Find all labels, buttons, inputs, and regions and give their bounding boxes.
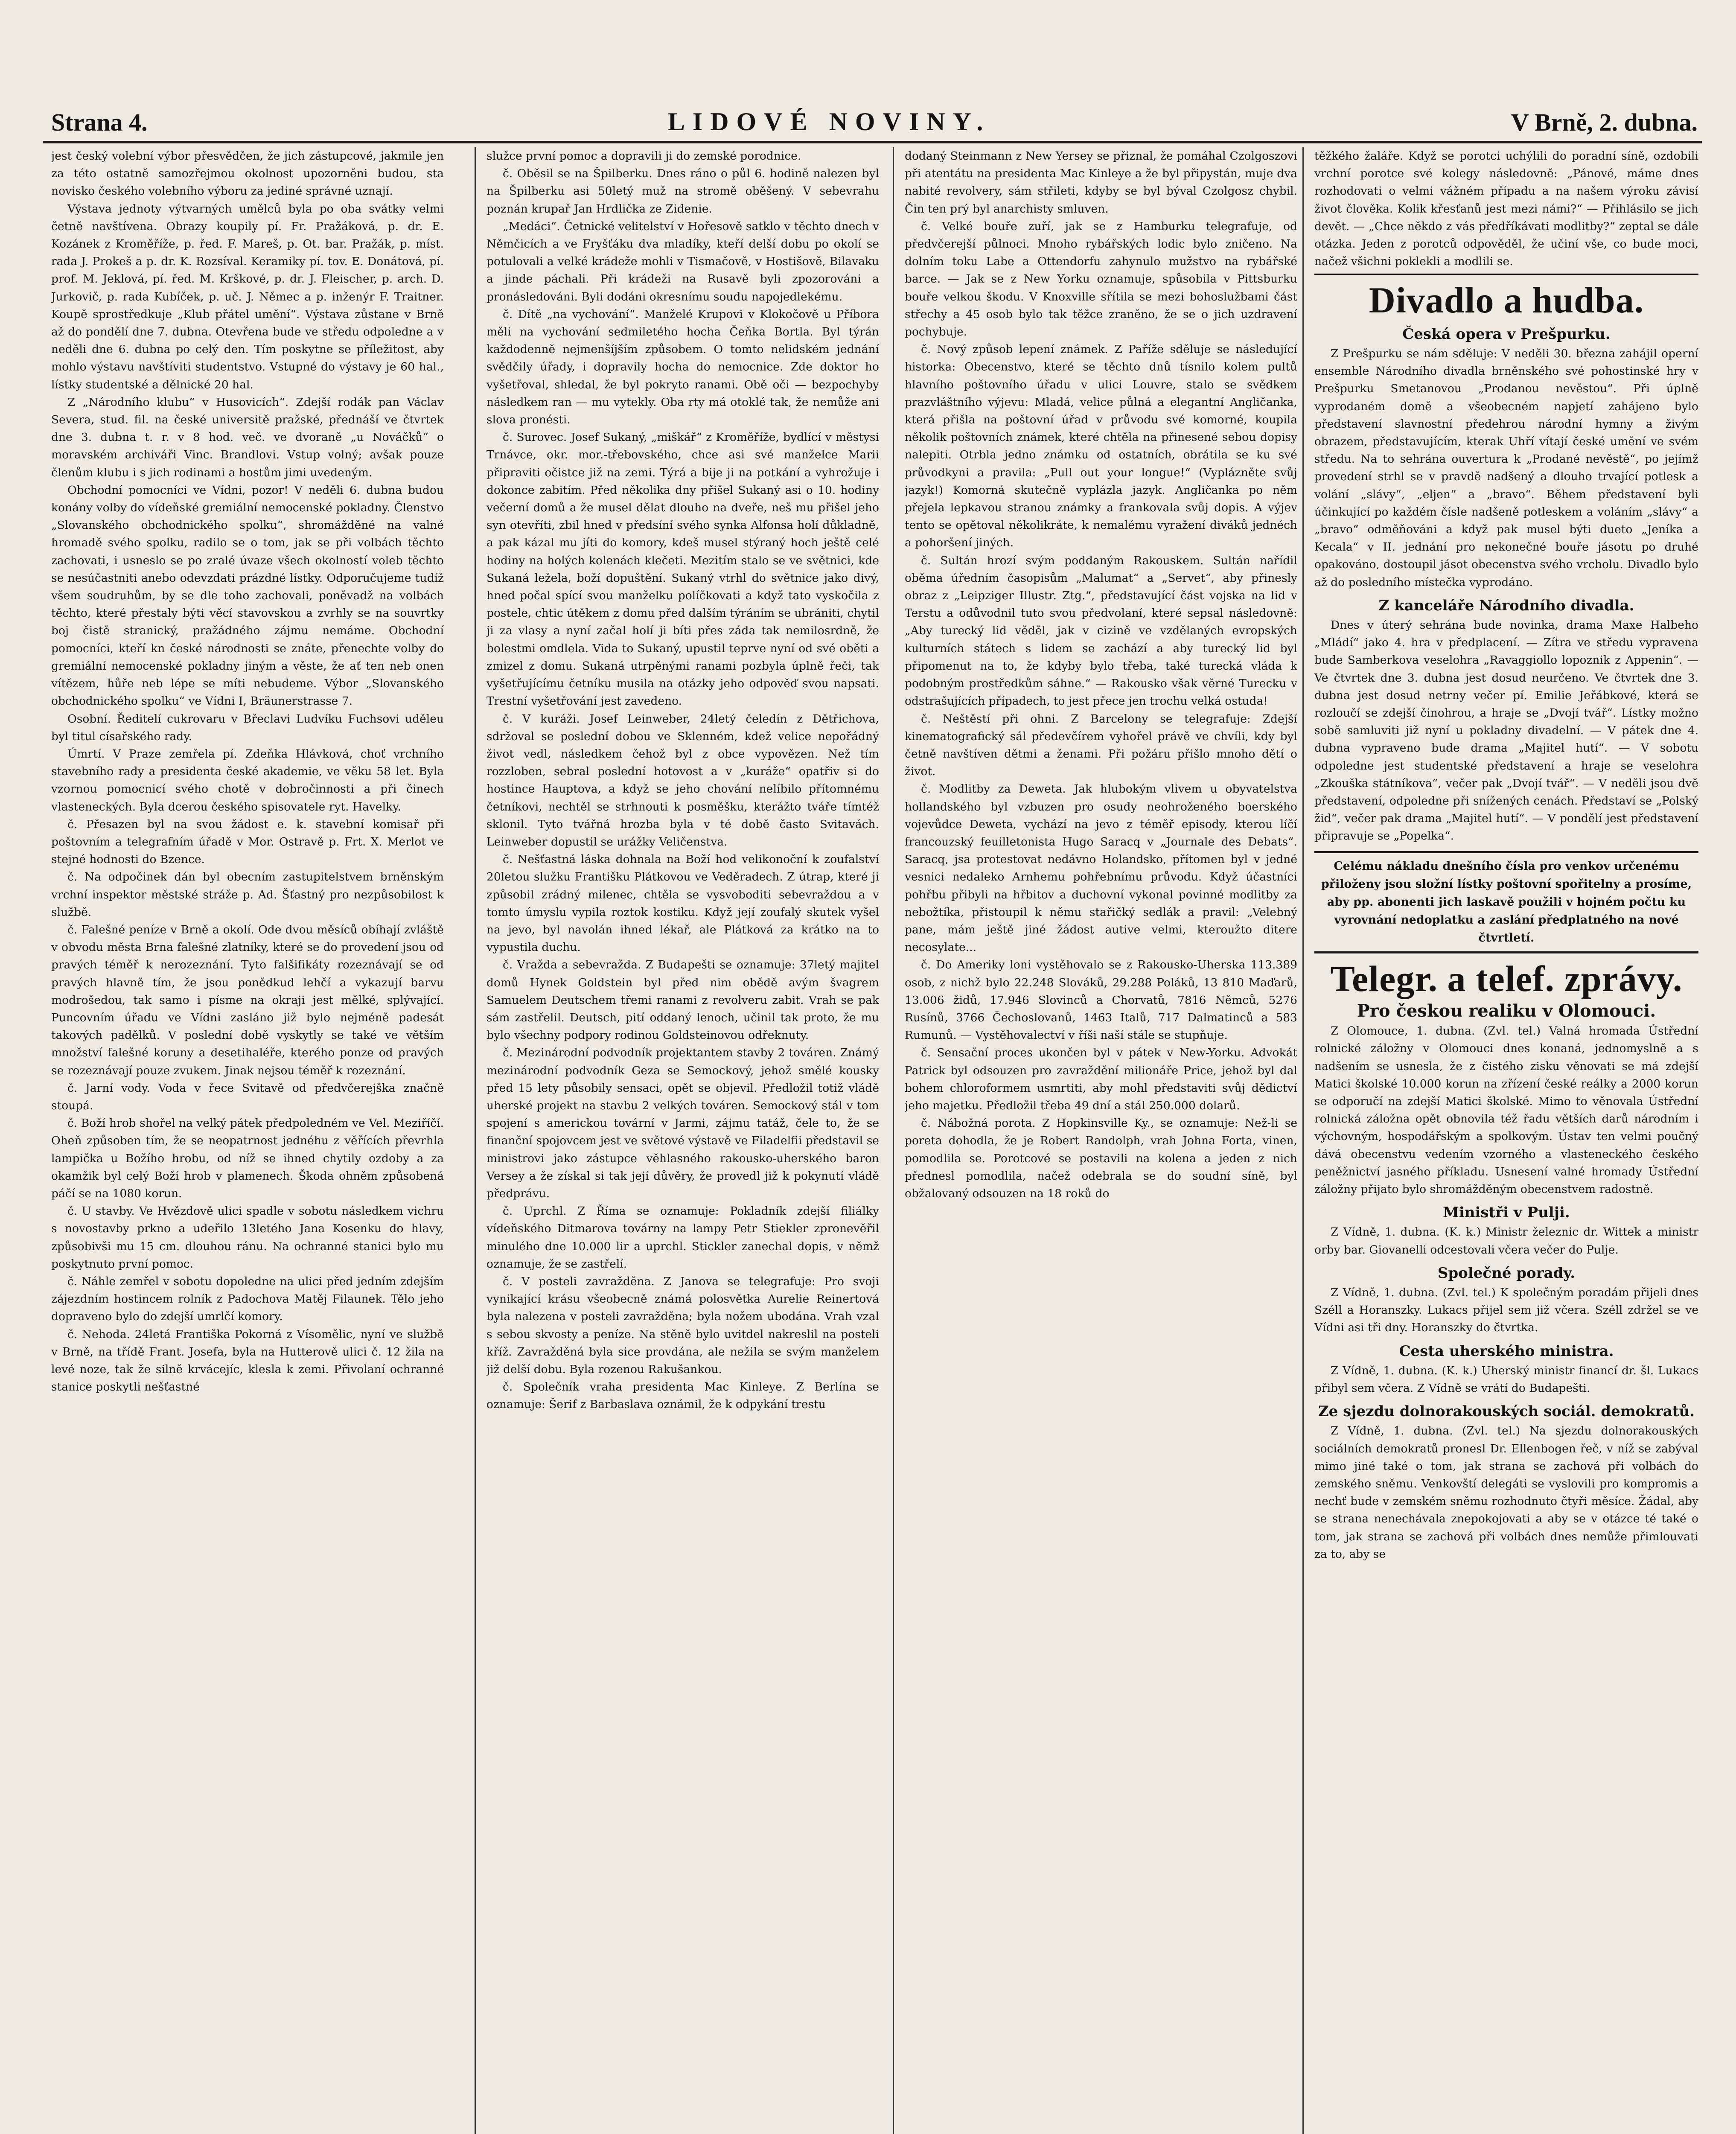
- article-theatre-program: Dnes v úterý sehrána bude novinka, drama Maxe Halbeho „Mládí“ jako 4. hra v předplacení. — Zítra ve středu vypravena bude Samberkova veselohra „Ravaggiollo lopoznik z Appenin“. — Ve čtvrtek dne 3. dubna jest dosud neurčeno. Ve čtvrtek dne 3. dubna jest dosud netrny večer pí. Emilie Jeřábkové, která se rozloučí se zdejší činohrou, a hraje se „Dvojí tvář“. Lístky možno sobě samluviti již nyní u pokladny divadelní. — V pátek dne 4. dubna vypraveno bude drama „Majitel hutí“. — V sobotu odpoledne jest studentské představení a hraje se veselohra „Zkouška státníkova“, večer pak „Dvojí tvář“. — V neděli jsou dvě představení, odpoledne při snížených cenách. Představí se „Polský žid“, večer pak drama „Majitel hutí“. — V pondělí jest představení připravuje se „Popelka“.: [1314, 618, 1698, 843]
- article-emigration: č. Do Ameriky loni vystěhovalo se z Rakousko-Uherska 113.389 osob, z nichž bylo 22.248 Slováků, 29.288 Poláků, 13 810 Maďarů, 13.006 židů, 17.946 Slovinců a Chorvatů, 7816 Němců, 5276 Rusínů, 3766 Čechoslovanů, 1463 Italů, 717 Dalmatinců a 583 Rumunů. — Vystěhovalectví v říši naší stále se stupňuje.: [905, 958, 1297, 1042]
- subheading-theatre-office: Z kanceláře Národního divadla.: [1378, 597, 1634, 614]
- column-2: [486, 147, 879, 2134]
- article-text: dodaný Steinmann z New Yersey se přiznal, že pomáhal Czolgoszovi při atentátu na presidenta Mac Kinleye a že byl připystán, muje dva nabité revolvery, sám střileti, kdyby se byl býval Czolgosz chybil. Čin ten prý byl anarchisty smluven.: [905, 149, 1297, 216]
- article-spilberk: č. Oběsil se na Špilberku. Dnes ráno o půl 6. hodině nalezen byl na Špilberku asi 50letý muž na stromě oběšený. V sebevrahu poznán krupař Jan Hrdlička ze Zidenie.: [486, 167, 879, 216]
- article-text: těžkého žaláře. Když se porotci uchýlili do poradní síně, ozdobili vrchní porotce své kolegy následovně: „Pánové, máme dnes rozhodovati o velmi vážném případu a na našem výroku závisí život člověka. Kolik křesťanů jest mezi námi?“ — Přihlásilo se jich devět. — „Chce někdo z vás předříkávati modlitby?“ zeptal se dále otázka. Jeden z porotců odpověděl, že učiní vše, co bude moci, načež všichni poklekli a modlili se.: [1314, 149, 1698, 268]
- page-number: Strana 4.: [51, 108, 148, 136]
- article-building: č. U stavby. Ve Hvězdově ulici spadle v sobotu následkem vichru s novostavby prkno a udeřilo 13letého Jana Kosenku do hlavy, způsobivši mu 15 cm. dlouhou ránu. Na ochranné stanici bylo mu poskytnuto první pomoc.: [51, 1204, 444, 1271]
- subheading-joint-talks: Společné porady.: [1437, 1264, 1576, 1282]
- masthead-title: LIDOVÉ NOVINY.: [667, 108, 991, 136]
- article-mckinley: č. Společník vraha presidenta Mac Kinleye. Z Berlína se oznamuje: Šerif z Barbaslava oznámil, že k odpykání trestu: [486, 1380, 879, 1411]
- article-transfer: č. Přesazen byl na svou žádost e. k. stavební komisař při poštovním a telegrafním úřadě v Mor. Ostravě p. Frt. X. Merlot ve stejné hodnosti do Bzence.: [51, 817, 444, 866]
- article-swindler: č. Mezinárodní podvodník projektantem stavby 2 továren. Známý mezinárodní podvodník Geza se Semockový, jehož smělé kousky před 15 lety působily sensaci, opět se objevil. Předložil totiž vládě uherské projekt na stavbu 2 velkých továren. Semockový stál v tom spojení s americkou tovární v Jarmi, zájmu tatáž, čele to, že se finanční spojovcem jest ve světové výstavě ve Filadelfii představil se ministrovi jako zástupce věhlasného rakousko-uherského baron Versey a že získal si tak její důvěry, že provedl již k pokynutí vládě předprávu.: [486, 1046, 879, 1200]
- article-congress: Z Vídně, 1. dubna. (Zvl. tel.) Na sjezdu dolnorakouských sociálních demokratů pronesl Dr. Ellenbogen řeč, v níž se zabýval mimo jiné také o tom, jak strana se zachová při volbách do zemského sněmu. Venkovští delegáti se vyslovili pro kompromis a nechť bude v zemském sněmu rozhodnuto čtyři měsíce. Žádal, aby se strana nenechávala znepokojovati a aby se v otázce té také o tom, jak strana se zachová při volbách dnes nemůže přimlouvati za to, aby se: [1314, 1424, 1698, 1561]
- header-rule: [43, 141, 1702, 143]
- article-brute: č. Surovec. Josef Sukaný, „miškář“ z Kroměříže, bydlící v městysi Trnávce, okr. mor.-třebovského, chce asi své manželce Marii připraviti očistce již na zemi. Týrá a bije ji na potkání a vyhrožuje i dokonce zabitím. Před několika dny přišel Sukaný asi o 10. hodiny večerní domů a že musel dělat dlouho na dveře, neš mu přišel jeho syn otevříti, zbil hned v předsíní svého synka Alfonsa holí důkladně, a pak kázal mu jíti do komory, kdeš musel stýraný hoch ještě celé hodiny na holých kolenách klečeti. Mezitím stalo se ve světnici, kde Sukaná ležela, boží dopuštění. Sukaný vtrhl do světnice jako divý, hned počal spící svou manželku políčkovati a když tato vyskočila z postele, chtic útěkem z domu před dalším týráním se ubrániti, chytil ji za vlasy a nyní začal holí ji bíti přes záda tak nemilosrdně, že bolestmi omdlela. Vida to Sukaný, upustil teprve nyní od své oběti a zmizel z domu. Sukaná utrpěnými ranami pozbyla úplně řeči, tak vyšetřujícímu četníku musila na otázky jeho odpověď svou napsati. Trestní vyšetřování jest zavedeno.: [486, 431, 879, 708]
- article-ministers: Z Vídně, 1. dubna. (K. k.) Ministr železnic dr. Wittek a ministr orby bar. Giovanelli odcestovali včera večer do Pulje.: [1314, 1225, 1698, 1256]
- column-rule: [893, 147, 894, 2134]
- column-4: [1314, 147, 1698, 2134]
- column-1: [51, 147, 444, 2134]
- subheading-hungarian-minister: Cesta uherského ministra.: [1399, 1342, 1614, 1360]
- article-counterfeit: č. Falešné peníze v Brně a okolí. Ode dvou měsíců obíhají zvláště v obvodu města Brna falešné zlatníky, které se do provedení jsou od pravých téměř k nerozeznání. Tyto falšifikáty rozeznávají se od pravých hlavně tím, že jsou ponědkud lehčí a vykazují barvu modrošedou, tak samo i písme na okraji jest mělké, splývající. Puncovním úřadu ve Vídni zasláno již bylo nejméně padesát takových padělků. V poslední době vyskytly se také ve větším množství falešné koruny a desetihaléře, kterého ponze od pravých se rozeznávají pouze zvukem. Jinak nejsou téměř k rozeznání.: [51, 923, 444, 1077]
- article-national-club: Z „Národního klubu“ v Husovicích“. Zdejší rodák pan Václav Severa, stud. fil. na české universitě pražské, přednáší ve čtvrtek dne 3. dubna t. r. v 8 hod. več. ve dvoraně „u Nováčků“ o moravském archiváři Vinc. Brandlovi. Vstup volný; avšak pouze členům klubu i s jich rodinami a hostům jimi uvedeným.: [51, 395, 444, 479]
- issue-date: V Brně, 2. dubna.: [1511, 108, 1698, 136]
- article-exhibition: Výstava jednoty výtvarných umělců byla po oba svátky velmi četně navštívena. Obrazy koupily pí. Fr. Pražáková, p. dr. E. Kozánek z Kroměříže, p. řed. F. Mareš, p. Ot. bar. Pražák, p. míst. rada J. Prokeš a p. dr. K. Rozsíval. Keramiky pí. tov. E. Donátová, pí. prof. M. Jeklová, pí. řed. M. Krškové, p. dr. J. Fleischer, p. arch. D. Jurkovič, p. rada Kubíček, p. uč. J. Němec a p. inženýr F. Traitner. Koupě sprostředkuje „Klub přátel umění“. Výstava zůstane v Brně až do pondělí dne 7. dubna. Otevřena bude ve středu odpoledne a v neděli dne 6. dubna po celý den. Tím poskytne se příležitost, aby mohlo výstavu navštíviti studentstvo. Vstupné do výstavy je 60 hal., lístky studentské a dělnické 20 hal.: [51, 202, 444, 391]
- article-murder-suicide: č. Vražda a sebevražda. Z Budapešti se oznamuje: 37letý majitel domů Hynek Goldstein byl před nim obědě avým švagrem Samuelem Deutschem třemi ranami z revolveru zabit. Vrah se pak sám zastřelil. Deutsch, pití oddaný lenoch, učinil tak proto, že mu bylo všechny podpory rodinou Goldsteinovou odřeknuty.: [486, 958, 879, 1042]
- subheading-olomouc: Pro českou realiku v Olomouci.: [1357, 1000, 1656, 1021]
- article-stamps: č. Nový způsob lepení známek. Z Paříže sděluje se následující historka: Obecenstvo, které se těchto dnů tísnilo kolem pultů hlavního poštovního úřadu v ulici Louvre, stalo se svědkem prazvláštního výjevu: Mladá, velice půlná a elegantní Angličanka, která přišla na poštovní úřad v průvodu své komorné, koupila několik poštovních známek, které chtěla na přinesené sebou dopisy nalepiti. Otrbla jedno známku od ostatních, obrátila se ku své průvodkyni a pravila: „Pull out your longue!“ (Vyplázněte svůj jazyk!) Komorná skutečně vyplázla jazyk. Angličanka po něm přejela lepkavou stranou známky a frankovala svůj dopis. A výjev tento se opětoval několikráte, k nemalému vyražení diváků jednéch a pohoršení jiných.: [905, 343, 1297, 550]
- subheading-congress: Ze sjezdu dolnorakouských sociál. demokratů.: [1318, 1403, 1695, 1420]
- article-opera: Z Prešpurku se nám sděluje: V neděli 30. března zahájil operní ensemble Národního divadla brněnského své pohostinské hry v Prešpurku Smetanovou „Prodanou nevěstou“. Při úplně vyprodaném domě a všeobecném napjetí zahájeno bylo představení slavnostní předehrou národní hymny a živým obrazem, představujícím, kterak Uhří vítají české umění ve svém středu. Na to sehrána ouvertura k „Prodané nevěstě“, po jejímž provedení strhl se v pravdě nadšený a dlouho trvající potlesk a volání „slávy“, „eljen“ a „bravo“. Během představení byli účinkující po každém čísle nadšeně potleskem a voláním „slávy“ a „bravo“ odměňováni a když pak musel býti dueto „Jeníka a Kecala“ v II. jednání pro nekonečné bouře jásotu po druhé opakováno, dostoupil jásot obecenstva svého vrcholu. Divadlo bylo až do posledního místečka vyprodáno.: [1314, 347, 1698, 589]
- article-unhappy-love: č. Nešťastná láska dohnala na Boží hod velikonoční k zoufalství 20letou služku Františku Plátkovou ve Veděradech. Z útrap, které ji způsobil zrádný milenec, chtěla se vysvoboditi sebevraždou a v tomto úmyslu vypila roztok kostiku. Když její zoufalý skutek vyšel na jevo, byl navolán ihned lékař, ale Plátková za krátko na to vypustila duchu.: [486, 853, 879, 954]
- article-text: služce první pomoc a dopravili ji do zemské porodnice.: [486, 149, 801, 163]
- article-shop-assistants: Obchodní pomocníci ve Vídni, pozor! V neděli 6. dubna budou konány volby do vídeňské gremiální nemocenské pokladny. Členstvo „Slovanského obchodnického spolku“, shromážděné na valné hromadě svého spolku, radilo se o tom, jak se při volbách těchto zachovati, i usneslo se po zralé úvaze všech okolností voleb těchto se nesúčastniti anebo odevzdati prázdné lístky. Odporučujeme tudíž všem soudruhům, by se dle toho zachovali, poněvadž na volbách těchto, které přestaly býti věcí stavovskou a zvrhly se na souvrtky boj čistě stranický, pražádného zájmu nemáme. Obchodní pomocníci, kteří kn české národnosti se znáte, přenechte volby do gremiální nemocenské pokladny jiným a věste, že ať ten neb onen vítězem, hůře neb lépe se míti nebudeme. Výbor „Slovanského obchodnického spolku“ ve Vídni I, Bräunerstrasse 7.: [51, 483, 444, 708]
- article-child: č. Dítě „na vychování“. Manželé Krupovi v Klokočově u Příbora měli na vychování sedmiletého hocha Čeňka Bortla. Byl týrán každodenně nejmenšíjším způsobem. O tomto nelidském jednání svědčily úřady, i dopravily hocha do nemocnice. Zde doktor ho vyšetřoval, shledal, že byl pokryto ranami. Obě oči — bezpochyby následkem ran — mu vytekly. Oba rty má otoklé tak, že nemůže ani slova pronésti.: [486, 307, 879, 427]
- article-hungarian-minister: Z Vídně, 1. dubna. (K. k.) Uherský ministr financí dr. šl. Lukacs přibyl sem včera. Z Vídně se vrátí do Budapešti.: [1314, 1364, 1698, 1395]
- subscription-notice: Celému nákladu dnešního čísla pro venkov určenému přiloženy jsou složní lístky poštovní spořitelny a prosíme, aby pp. abonenti jich laskavě použili v hojném počtu ku vyrovnání nedoplatku a zaslání předplatného na nové čtvrtletí.: [1314, 851, 1698, 953]
- article-obituary: Úmrtí. V Praze zemřela pí. Zdeňka Hlávková, choť vrchního stavebního rady a presidenta české akademie, ve věku 58 let. Byla vzornou pomocnicí svého chotě v dobročinnosti a při činech vlasteneckých. Byla dcerou českého spisovatele ryt. Havelky.: [51, 747, 444, 813]
- section-heading-telegrams: Telegr. a telef. zprávy.: [1330, 958, 1683, 999]
- article-jury: č. Nábožná porota. Z Hopkinsville Ky., se oznamuje: Než-li se poreta dohodla, že je Robert Randolph, vrah Johna Forta, vinen, pomodlila se. Porotcové se postavili na kolena a jeden z nich přednesl pomodlila, načež odebrala se do soudní síně, byl obžalovaný odsouzen na 18 roků do: [905, 1117, 1297, 1200]
- article-fire-accident: č. Neštěstí při ohni. Z Barcelony se telegrafuje: Zdejší kinematografický sál předevčírem vyhořel právě ve chvíli, kdy byl četně navštíven dětmi a ženami. Při požáru přišlo mnoho dětí o život.: [905, 712, 1297, 778]
- article-text: jest český volební výbor přesvědčen, že jich zástupcové, jakmile jen za této ostatně samozřejmou okolnost upozorněni budou, sta novisko českého volebního výboru za jediné správné uznají.: [51, 149, 444, 198]
- article-personal: Osobní. Ředitelí cukrovaru v Břeclavi Ludvíku Fuchsovi uděleu byl titul císařského rady.: [51, 712, 444, 743]
- article-sultan: č. Sultán hrozí svým poddaným Rakouskem. Sultán nařídil oběma úředním časopisům „Malumat“ a „Servet“, aby přinesly obraz z „Leipziger Illustr. Ztg.“, představující část vojska na lid v Terstu a odůvodnil tuto svou předvolaní, které sepsal následovně: „Aby turecký lid věděl, jak v cizině ve vzdělaných evropských kulturních státech s lidem se zachází a aby turecký lid byl připomenut na to, že kdyby bylo třeba, také turecká vláda k podobným prostředkům sáhne.“ — Rakousko však věrné Turecku v odstrašujících případech, to jest přece jen trochu velká ostuda!: [905, 554, 1297, 708]
- column-3: [905, 147, 1297, 2134]
- section-rule: [1314, 274, 1698, 275]
- article-courage: č. V kuráži. Josef Leinweber, 24letý čeledín z Dětřichova, sdržoval se poslední dobou ve Sklenném, kdež velice nepořádný život vedl, následkem čehož byl z obce vypovězen. Než tím rozzloben, sebral poslední hotovost a v „kuráže“ opatřiv si do hostince Hauptova, a když se jeho chování nelíbilo přítomnému četníkovi, nechtěl se strhnouti k posměšku, kterážto tváře tímtéž sklonil. Tyto tvářná hrozba byla v té době často Svitavách. Leinweber dopustil se urážky Veličenstva.: [486, 712, 879, 848]
- article-storms: č. Velké bouře zuří, jak se z Hamburku telegrafuje, od předvčerejší půlnoci. Mnoho rybářských lodic bylo zničeno. Na dolním toku Labe a Ottendorfu zahynulo mužstvo na rybářské barce. — Jak se z New Yorku oznamuje, spůsobila v Pittsburku bouře velkou škodu. V Knoxville sřítila se mezi bohoslužbami část střechy a 45 osob bylo tak těžce zraněno, že se o jich uzdravení pochybuje.: [905, 219, 1297, 339]
- column-rule: [1302, 147, 1304, 2134]
- article-holy-tomb-fire: č. Boží hrob shořel na velký pátek předpoledném ve Vel. Meziříčí. Oheň způsoben tím, že se neopatrnost jednéhu z věřících převrhla lampička u Božího hrobu, od níž se ihned chytily ozdoby a za okamžik byl celý Boží hrob v plamenech. Škoda ohněm způsobená páčí se na 1080 korun.: [51, 1117, 444, 1200]
- article-accident: č. Nehoda. 24letá Františka Pokorná z Vísomělic, nyní ve službě v Brně, na třídě Frant. Josefa, byla na Hutterově ulici č. 12 žila na levé noze, tak že silně krvácejíc, klesla k zemi. Přivolaní ochranné stanice poskytli nešťastné: [51, 1327, 444, 1394]
- article-olomouc: Z Olomouce, 1. dubna. (Zvl. tel.) Valná hromada Ústřední rolnické záložny v Olomouci dnes konaná, jednomyslně a s nadšením se usnesla, že z čistého zisku věnovati se má zdejší Matici školské 10.000 korun na zřízení české reálky a 2000 korun se odporučí na zdejší Matici školské. Mimo to věnovala Ústřední rolnická záložna opět obnovila též řadu větších darů národním i výchovným, hospodářským a spolkovým. Ústav ten velmi poučný dává obecenstvu vedením vzorného a vlasteneckého českého peněžnictví jasného příkladu. Usnesení valné hromady Ústřední záložny přijato bylo shromážděným obecenstvem radostně.: [1314, 1024, 1698, 1196]
- article-dewet: č. Modlitby za Deweta. Jak hlubokým vlivem u obyvatelstva hollandského byl vzbuzen pro osudy neohroženého boerského vojevůdce Deweta, vychází na jevo z téměř episody, kterou líčí francouzský feuilletonista Hugo Saracq v „Journale des Debats“. Saracq, jsa protestovat nedávno Holandsko, přítomen byl v jedné vesnici nedaleko Arnhemu pohřebnímu průvodu. Když účastníci pohřbu přibyli na hřbitov a duchovní vykonal povinné modlitby za nebožtíka, přistoupil k němu stařičký sedlák a pravil: „Velebný pane, mám ještě jiné žádost autive velmi, kteroužto ditere necosylate...: [905, 782, 1297, 954]
- article-thieves: „Medáci“. Četnické velitelství v Hořesově satklo v těchto dnech v Němčicích a ve Fryšťáku dva mladíky, kteří delší dobu po okolí se potulovali a velké krádeže mohli v Tismačově, v Hostišově, Bilavaku a jinde páchali. Při krádeži na Rusavě byli zpozorováni a pronásledováni. Byli dodáni okresnímu soudu napojedlekému.: [486, 219, 879, 303]
- article-murdered-in-bed: č. V posteli zavražděna. Z Janova se telegrafuje: Pro svoji vynikající krásu všeobecně známá polosvětka Aurelie Reinertová byla nalezena v posteli zavražděna; byla nožem ubodána. Vrah vzal s sebou skvosty a peníze. Na stěně bylo uvitdel nakreslil na posteli kříž. Zavražděná byla sice provdána, ale nežila se svým manželem již delší dobu. Byla rozenou Rakušankou.: [486, 1275, 879, 1376]
- subheading-opera: Česká opera v Prešpurku.: [1402, 325, 1611, 343]
- article-spring-water: č. Jarní vody. Voda v řece Svitavě od předvčerejška značně stoupá.: [51, 1081, 444, 1112]
- article-sudden-death: č. Náhle zemřel v sobotu dopoledne na ulici před jedním zdejším zájezdním hostincem rolník z Padochova Matěj Filaunek. Tělo jeho dopraveno bylo do zdejší umrlčí komory.: [51, 1275, 444, 1324]
- article-fled: č. Uprchl. Z Říma se oznamuje: Pokladník zdejší filiálky vídeňského Ditmarova továrny na lampy Petr Stiekler zpronevěřil minulého dne 10.000 lir a uprchl. Stickler zanechal dopis, v němž oznamuje, že se zastřelí.: [486, 1204, 879, 1271]
- section-heading-theatre: Divadlo a hudba.: [1369, 280, 1644, 321]
- subheading-ministers: Ministři v Pulji.: [1443, 1204, 1570, 1222]
- article-joint-talks: Z Vídně, 1. dubna. (Zvl. tel.) K společným poradám přijeli dnes Széll a Horanszky. Lukacs přijel sem již včera. Széll zdržel se ve Vídni asi tři dny. Horanszky do čtvrtka.: [1314, 1286, 1698, 1335]
- article-retirement: č. Na odpočinek dán byl obecním zastupitelstvem brněnským vrchní inspektor městské stráže p. Ad. Šťastný pro nezpůsobilost k službě.: [51, 870, 444, 919]
- article-trial: č. Sensační proces ukončen byl v pátek v New-Yorku. Advokát Patrick byl odsouzen pro zavraždění milionáře Price, jehož byl dal bohem chloroformem usmrtiti, aby mohl představiti svůj dědictví jeho majetku. Předložil třeba 49 dní a stál 250.000 dolarů.: [905, 1046, 1297, 1112]
- column-rule: [475, 147, 476, 2134]
- page-header: [51, 90, 1698, 137]
